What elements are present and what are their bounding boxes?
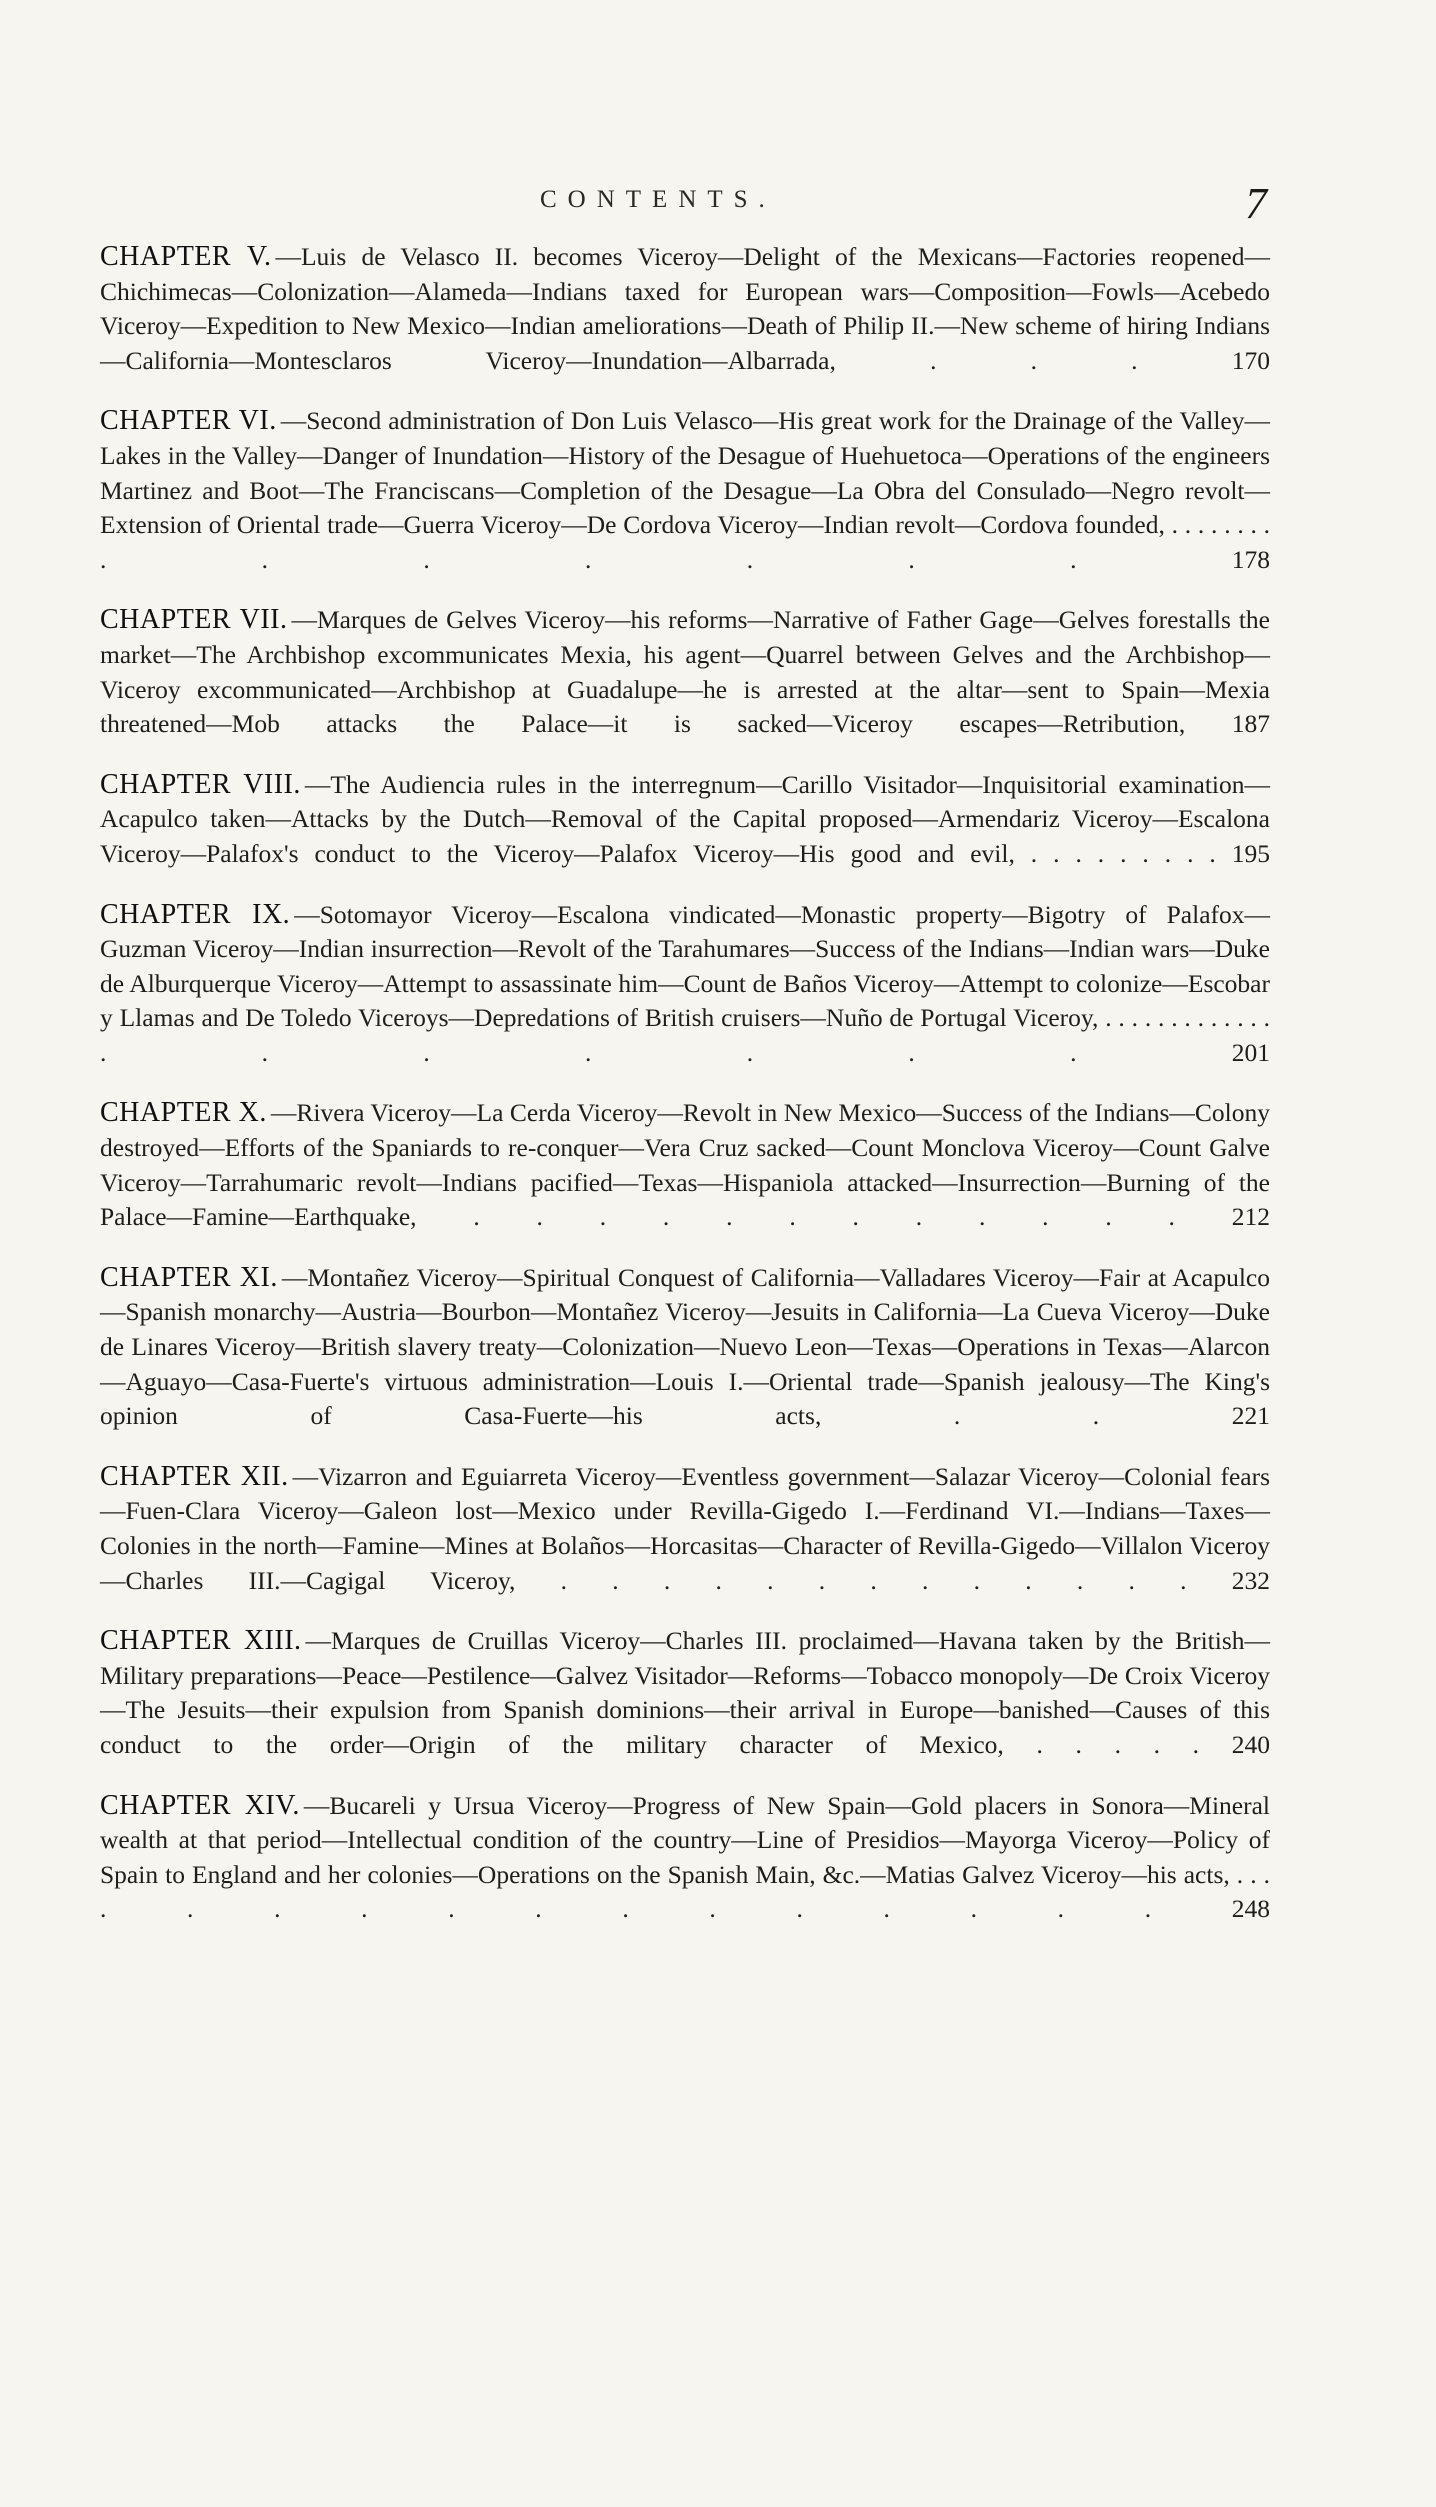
chapter-page-ref: 178 (1231, 544, 1271, 574)
chapter-summary: —Rivera Viceroy—La Cerda Viceroy—Revolt in New Mexico—Success of the Indians—Colony destroyed—Efforts of the Spaniards to re-conquer—Vera Cruz sacked—Count Monclova Viceroy—Count Galve Viceroy—Tarrahumaric revolt—Indians pacified—Texas—Hispaniola attacked—Insurrection—Burning of the Palace—Famine—Earthquake, . . . . . . . . . . . . (100, 1098, 1271, 1232)
chapter-label: CHAPTER VII. (100, 604, 288, 636)
chapter-page-ref: 221 (1231, 1401, 1270, 1431)
chapter-entry (100, 768, 1270, 872)
chapter-entry (100, 603, 1270, 741)
chapter-label: CHAPTER XI. (100, 1261, 278, 1293)
chapter-paragraph (100, 603, 1270, 741)
page-number: 7 (1245, 179, 1267, 228)
chapter-label: CHAPTER XIII. (100, 1625, 302, 1657)
chapter-entry (100, 898, 1270, 1071)
chapter-entry (100, 1460, 1270, 1598)
chapter-summary: —Marques de Cruillas Viceroy—Charles III. proclaimed—Havana taken by the British—Military preparations—Peace—Pestilence—Galvez Visitador—Reforms—Tobacco monopoly—De Croix Viceroy—The Jesuits—their expulsion from Spanish dominions—their arrival in Europe—banished—Causes of this conduct to the order—Origin of the military character of Mexico, . . . . . (100, 1626, 1271, 1759)
chapter-summary: —Luis de Velasco II. becomes Viceroy—Delight of the Mexicans—Factories reopened—Chichimecas—Colonization—Alameda—Indians taxed for European wars—Composition—Fowls—Acebedo Viceroy—Expedition to New Mexico—Indian ameliorations—Death of Philip II.—New scheme of hiring Indians—California—Montesclaros Viceroy—Inundation—Albarrada, . . . (100, 242, 1270, 375)
chapter-entry (100, 1624, 1270, 1762)
chapter-summary: —Bucareli y Ursua Viceroy—Progress of New Spain—Gold placers in Sonora—Mineral wealth at that period—Intellectual condition of the country—Line of Presidios—Mayorga Viceroy—Policy of Spain to England and her colonies—Operations on the Spanish Main, &c.—Matias Galvez Viceroy—his acts, . . . . . . . . . . . . . . . . (100, 1790, 1270, 1924)
chapter-label: CHAPTER VI. (100, 405, 277, 437)
chapter-page-ref: 212 (1231, 1202, 1270, 1232)
chapter-summary: —Montañez Viceroy—Spiritual Conquest of California—Valladares Viceroy—Fair at Acapulco—Spanish monarchy—Austria—Bourbon—Montañez Viceroy—Jesuits in California—La Cueva Viceroy—Duke de Linares Viceroy—British slavery treaty—Colonization—Nuevo Leon—Texas—Operations in Texas—Alarcon—Aguayo—Casa-Fuerte's virtuous administration—Louis I.—Oriental trade—Spanish jealousy—The King's opinion of Casa-Fuerte—his acts, . . (100, 1262, 1270, 1431)
chapter-entry (100, 1789, 1270, 1927)
chapter-summary: —The Audiencia rules in the interregnum—Carillo Visitador—Inquisitorial examination—Acapulco taken—Attacks by the Dutch—Removal of the Capital proposed—Armendariz Viceroy—Escalona Viceroy—Palafox's conduct to the Viceroy—Palafox Viceroy—His good and evil, . . . . . . . . . (100, 769, 1270, 868)
chapter-page-ref: 232 (1231, 1565, 1270, 1595)
chapter-paragraph (100, 768, 1270, 872)
contents-list (100, 240, 1270, 1953)
chapter-label: CHAPTER X. (100, 1097, 267, 1129)
chapter-entry (100, 240, 1270, 378)
chapter-paragraph (100, 1460, 1270, 1598)
chapter-summary: —Sotomayor Viceroy—Escalona vindicated—Monastic property—Bigotry of Palafox—Guzman Viceroy—Indian insurrection—Revolt of the Tarahumares—Success of the Indians—Indian wars—Duke de Alburquerque Viceroy—Attempt to assassinate him—Count de Baños Viceroy—Attempt to colonize—Escobar y Llamas and De Toledo Viceroys—Depredations of British cruisers—Nuño de Portugal Viceroy, . . . . . . . . . . . . . . . . . . . . (100, 899, 1271, 1067)
chapter-label: CHAPTER VIII. (100, 768, 301, 800)
running-head-title: CONTENTS. (540, 186, 776, 213)
chapter-paragraph (100, 1261, 1270, 1434)
chapter-page-ref: 240 (1231, 1729, 1270, 1759)
chapter-entry (100, 1261, 1270, 1434)
chapter-label: CHAPTER V. (100, 241, 272, 272)
chapter-page-ref: 170 (1231, 345, 1270, 375)
chapter-page-ref: 187 (1231, 709, 1271, 739)
chapter-summary: —Marques de Gelves Viceroy—his reforms—Narrative of Father Gage—Gelves forestalls the market—The Archbishop excommunicates Mexia, his agent—Quarrel between Gelves and the Archbishop—Viceroy excommunicated—Archbishop at Guadalupe—he is arrested at the altar—sent to Spain—Mexia threatened—Mob attacks the Palace—it is sacked—Viceroy escapes—Retribution, (100, 605, 1270, 739)
chapter-paragraph (100, 898, 1270, 1071)
chapter-summary: —Vizarron and Eguiarreta Viceroy—Eventless government—Salazar Viceroy—Colonial fears—Fuen-Clara Viceroy—Galeon lost—Mexico under Revilla-Gigedo I.—Ferdinand VI.—Indians—Taxes—Colonies in the north—Famine—Mines at Bolaños—Horcasitas—Character of Revilla-Gigedo—Villalon Viceroy—Charles III.—Cagigal Viceroy, . . . . . . . . . . . . . (100, 1461, 1270, 1595)
chapter-label: CHAPTER IX. (100, 898, 291, 930)
chapter-label: CHAPTER XIV. (100, 1789, 300, 1821)
chapter-label: CHAPTER XII. (100, 1460, 289, 1492)
chapter-paragraph (100, 1624, 1270, 1762)
chapter-paragraph (100, 404, 1270, 577)
chapter-page-ref: 195 (1231, 838, 1270, 868)
chapter-paragraph (100, 1096, 1270, 1234)
chapter-page-ref: 248 (1231, 1894, 1271, 1924)
chapter-entry (100, 404, 1270, 577)
chapter-paragraph (100, 240, 1270, 378)
running-head (0, 178, 1436, 228)
chapter-summary: —Second administration of Don Luis Velasco—His great work for the Drainage of the Valley—Lakes in the Valley—Danger of Inundation—History of the Desague of Huehuetoca—Operations of the engineers Martinez and Boot—The Franciscans—Completion of the Desague—La Obra del Consulado—Negro revolt—Extension of Oriental trade—Guerra Viceroy—De Cordova Viceroy—Indian revolt—Cordova founded, . . . . . . . . . . . . . . . (100, 406, 1270, 574)
chapter-page-ref: 201 (1231, 1037, 1271, 1067)
chapter-entry (100, 1096, 1270, 1234)
chapter-paragraph (100, 1789, 1270, 1927)
